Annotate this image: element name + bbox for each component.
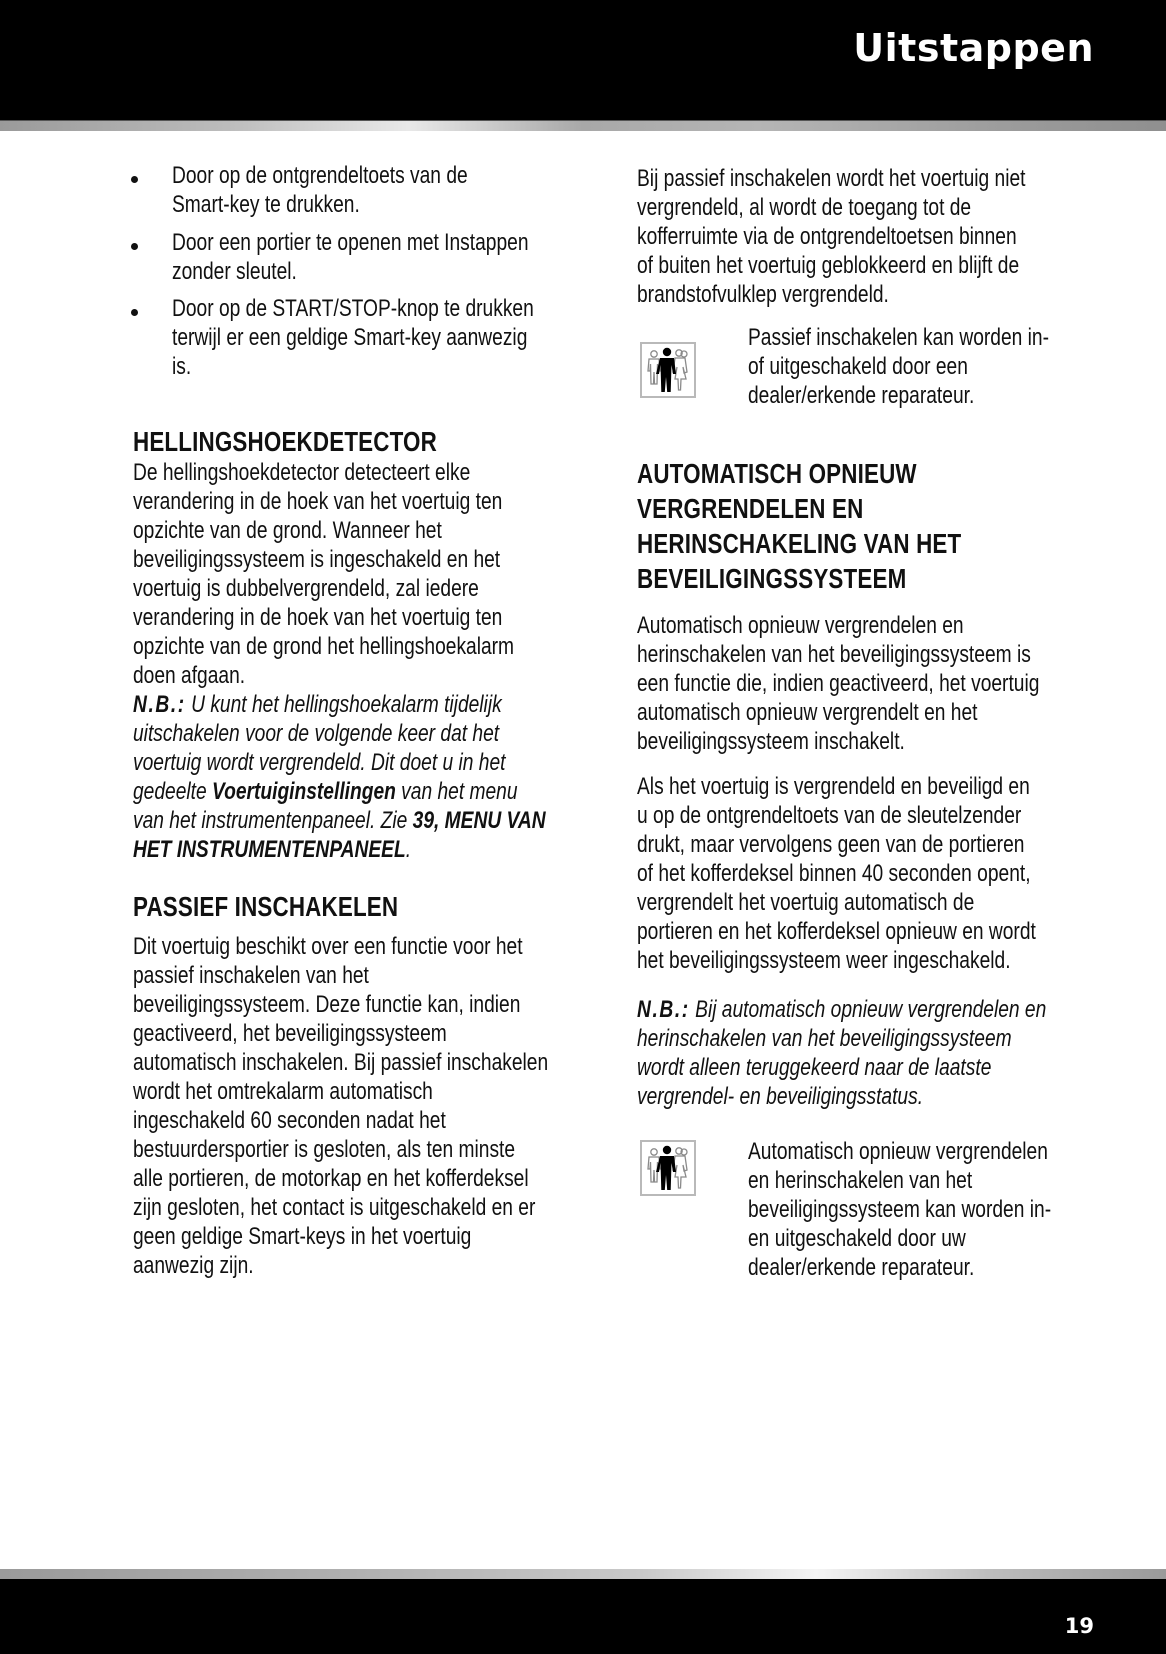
- menu-reference: Voertuiginstellingen: [212, 778, 396, 805]
- note-block: N.B.: Bij automatisch opnieuw vergrendelen en herinschakelen van het beveiligingssysteem wordt alleen teruggekeerd naar de laatste vergrendel- en beveiligingsstatus.: [637, 996, 1047, 1110]
- people-icon: [642, 1142, 694, 1194]
- section-automatisch-opnieuw-vergrendelen: AUTOMATISCH OPNIEUW VERGRENDELEN EN HERINSCHAKELING VAN HET BEVEILIGINGSSYSTEEM: [637, 458, 962, 594]
- cross-reference-link[interactable]: HET INSTRUMENTENPANEEL: [133, 836, 406, 863]
- note-label: N.B.:: [133, 691, 186, 718]
- callout-text: Passief inschakelen kan worden in- of uitgeschakeld door een dealer/erkende reparateur.: [748, 324, 1049, 409]
- cross-reference-link[interactable]: 39, MENU VAN: [412, 807, 546, 834]
- list-item: Door op de START/STOP-knop te drukken terwijl er een geldige Smart-key aanwezig is.: [172, 295, 534, 380]
- section-body: Dit voertuig beschikt over een functie voor het passief inschakelen van het beveiligingssysteem. Deze functie kan, indien geactiveerd, het beveiligingssysteem automatisch inschakelen. Bij passief inschakelen wordt het omtrekalarm automatisch ingeschakeld 60 seconden nadat het bestuurdersportier is gesloten, als ten minste alle portieren, de motorkap en het kofferdeksel zijn gesloten, het contact is uitgeschakeld en er geen geldige Smart-keys in het voertuig aanwezig zijn.: [133, 933, 549, 1279]
- section-hellingshoekdetector: [133, 424, 437, 459]
- section-passief-inschakelen: [133, 889, 398, 924]
- header-band: [0, 0, 1166, 120]
- section-heading: PASSIEF INSCHAKELEN: [133, 891, 399, 922]
- section-body: Als het voertuig is vergrendeld en beveiligd en u op de ontgrendeltoets van de sleutelzender drukt, maar vervolgens geen van de portieren of het kofferdeksel binnen 40 seconden opent, vergrendelt het voertuig automatisch de portieren en het kofferdeksel opnieuw en wordt het beveiligingssysteem weer ingeschakeld.: [637, 773, 1036, 974]
- list-item: Door op de ontgrendeltoets van de Smart-key te drukken.: [172, 162, 468, 218]
- intro-paragraph: Bij passief inschakelen wordt het voertuig niet vergrendeld, al wordt de toegang tot de kofferruimte via de ontgrendeltoetsen binnen of buiten het voertuig geblokkeerd en blijft de brandstofvulklep vergrendeld.: [637, 165, 1026, 308]
- note-label: N.B.:: [637, 996, 690, 1023]
- header-divider: [0, 120, 1166, 131]
- note-block: N.B.: U kunt het hellingshoekalarm tijdelijk uitschakelen voor de volgende keer dat het voertuig wordt vergrendeld. Dit doet u in het gedeelte Voertuiginstellingen van het menu van het instrumentenpaneel. Zie 39, MENU VAN HET INSTRUMENTENPANEEL.: [133, 691, 546, 863]
- section-body: De hellingshoekdetector detecteert elke verandering in de hoek van het voertuig ten opzichte van de grond. Wanneer het beveiligingssysteem is ingeschakeld en het voertuig is dubbelvergrendeld, zal iedere verandering in de hoek van het voertuig ten opzichte van de grond het hellingshoekalarm doen afgaan.: [133, 459, 515, 689]
- section-body: Automatisch opnieuw vergrendelen en herinschakelen van het beveiligingssysteem is een functie die, indien geactiveerd, het voertuig automatisch opnieuw vergrendelt en het beveiligingssysteem inschakelt.: [637, 612, 1040, 755]
- page-number: 19: [1064, 1614, 1094, 1638]
- chapter-title: Uitstappen: [853, 26, 1094, 70]
- bullet-icon: [131, 243, 138, 250]
- bullet-icon: [131, 309, 138, 316]
- footer-band: [0, 1579, 1166, 1654]
- dealer-icon: [640, 342, 696, 398]
- bullet-icon: [131, 176, 138, 183]
- dealer-icon: [640, 1140, 696, 1196]
- people-icon: [642, 344, 694, 396]
- list-item: Door een portier te openen met Instappen zonder sleutel.: [172, 229, 529, 285]
- section-heading: AUTOMATISCH OPNIEUW: [637, 458, 917, 489]
- callout-text: Automatisch opnieuw vergrendelen en herinschakelen van het beveiligingssysteem kan worden in- en uitgeschakeld door uw dealer/erkende reparateur.: [748, 1138, 1052, 1281]
- section-heading: HELLINGSHOEKDETECTOR: [133, 426, 437, 457]
